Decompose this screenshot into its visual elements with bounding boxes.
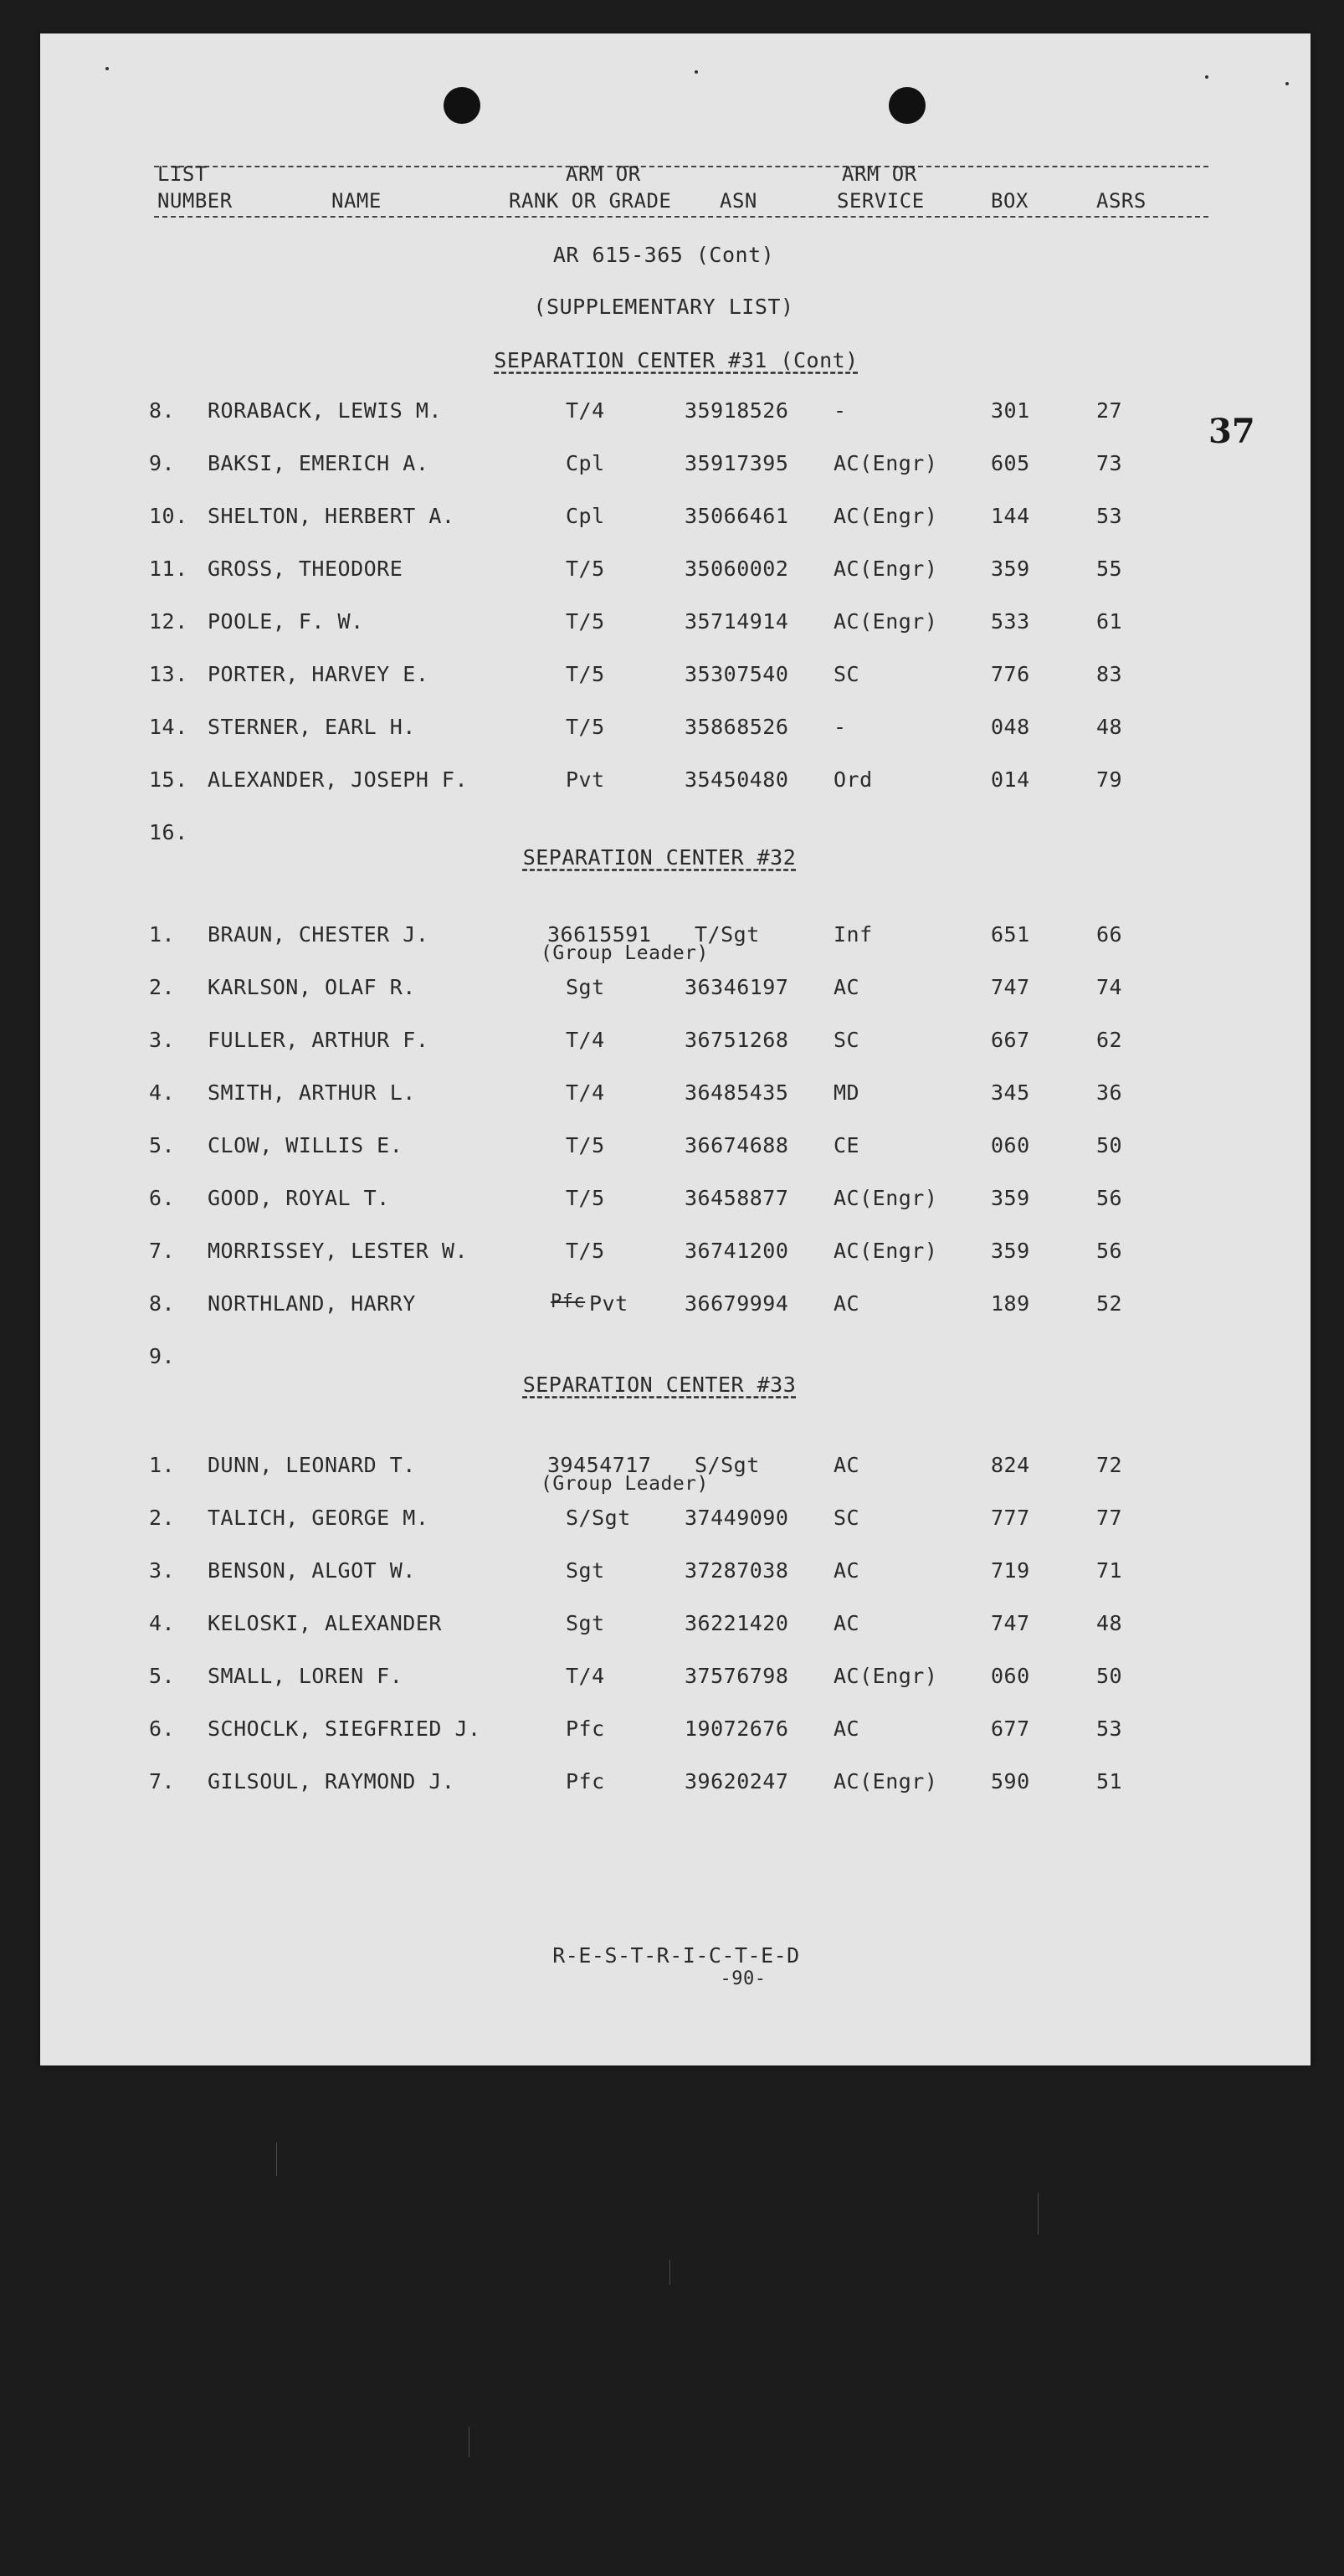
cell-asn: 35060002 — [685, 557, 789, 581]
cell-box: 667 — [991, 1028, 1030, 1052]
cell-name: KELOSKI, ALEXANDER — [208, 1611, 442, 1635]
cell-num: 10. — [149, 504, 188, 528]
cell-num: 7. — [149, 1769, 176, 1793]
cell-num: 1. — [149, 922, 176, 947]
cell-name: CLOW, WILLIS E. — [208, 1133, 403, 1157]
cell-asn: 35307540 — [685, 662, 789, 686]
cell-num: 14. — [149, 715, 188, 739]
cell-asrs: 50 — [1096, 1133, 1123, 1157]
header-box: BOX — [991, 189, 1029, 213]
cell-asrs: 52 — [1096, 1291, 1123, 1316]
cell-asrs: 62 — [1096, 1028, 1123, 1052]
cell-name: SMALL, LOREN F. — [208, 1664, 403, 1688]
cell-grade: Pfc — [566, 1769, 605, 1793]
cell-asn: 35714914 — [685, 609, 789, 634]
cell-service: AC(Engr) — [834, 609, 938, 634]
cell-asrs: 56 — [1096, 1186, 1123, 1210]
page-number-stamp: 37 — [1208, 412, 1255, 451]
cell-name: BENSON, ALGOT W. — [208, 1558, 416, 1583]
cell-asrs: 66 — [1096, 922, 1123, 947]
cell-asrs: 56 — [1096, 1239, 1123, 1263]
header-name: NAME — [331, 189, 382, 213]
cell-grade: 36615591 — [547, 922, 652, 947]
cell-num: 8. — [149, 398, 176, 423]
cell-asrs: 61 — [1096, 609, 1123, 634]
cell-name: BAKSI, EMERICH A. — [208, 451, 429, 475]
list-type-title: (SUPPLEMENTARY LIST) — [533, 295, 794, 319]
header-bottom-rule — [154, 216, 1208, 218]
cell-box: 060 — [991, 1133, 1030, 1157]
cell-asn: 35917395 — [685, 451, 789, 475]
cell-service: AC(Engr) — [834, 504, 938, 528]
cell-num: 11. — [149, 557, 188, 581]
cell-grade: Pvt — [566, 767, 605, 792]
cell-box: 605 — [991, 451, 1030, 475]
cell-asrs: 72 — [1096, 1453, 1123, 1477]
cell-box: 345 — [991, 1080, 1030, 1105]
cell-service: AC(Engr) — [834, 557, 938, 581]
cell-box: 777 — [991, 1506, 1030, 1530]
cell-service: AC — [834, 1611, 860, 1635]
cell-name: GILSOUL, RAYMOND J. — [208, 1769, 455, 1793]
cell-asrs: 83 — [1096, 662, 1123, 686]
cell-asn: 36751268 — [685, 1028, 789, 1052]
cell-box: 048 — [991, 715, 1030, 739]
cell-name: TALICH, GEORGE M. — [208, 1506, 429, 1530]
header-asrs: ASRS — [1096, 189, 1147, 213]
header-grade-1: ARM OR — [566, 162, 641, 186]
cell-box: 014 — [991, 767, 1030, 792]
cell-box: 189 — [991, 1291, 1030, 1316]
cell-box: 060 — [991, 1664, 1030, 1688]
cell-service: AC(Engr) — [834, 1664, 938, 1688]
cell-num: 3. — [149, 1558, 176, 1583]
cell-grade: T/5 — [566, 609, 605, 634]
cell-name: ALEXANDER, JOSEPH F. — [208, 767, 469, 792]
struck-grade: Pfc — [551, 1291, 586, 1312]
cell-asn: 36346197 — [685, 975, 789, 999]
document-page — [40, 33, 1311, 2065]
cell-asn: 37287038 — [685, 1558, 789, 1583]
cell-box: 747 — [991, 975, 1030, 999]
cell-asrs: 73 — [1096, 451, 1123, 475]
cell-name: POOLE, F. W. — [208, 609, 364, 634]
cell-box: 776 — [991, 662, 1030, 686]
cell-asrs: 74 — [1096, 975, 1123, 999]
section-title: SEPARATION CENTER #33 — [522, 1373, 797, 1397]
group-leader-note: (Group Leader) — [541, 942, 709, 964]
cell-name: STERNER, EARL H. — [208, 715, 416, 739]
cell-service: SC — [834, 662, 860, 686]
cell-box: 747 — [991, 1611, 1030, 1635]
cell-num: 6. — [149, 1716, 176, 1741]
cell-box: 533 — [991, 609, 1030, 634]
cell-num: 13. — [149, 662, 188, 686]
cell-box: 359 — [991, 557, 1030, 581]
cell-num: 12. — [149, 609, 188, 634]
cell-asn: T/Sgt — [695, 922, 760, 947]
cell-name: FULLER, ARTHUR F. — [208, 1028, 429, 1052]
cell-num: 6. — [149, 1186, 176, 1210]
header-list-number-1: LIST — [157, 162, 208, 186]
cell-asrs: 48 — [1096, 1611, 1123, 1635]
cell-asn: 36741200 — [685, 1239, 789, 1263]
dust-speck — [1205, 75, 1208, 79]
cell-box: 359 — [991, 1239, 1030, 1263]
cell-name: RORABACK, LEWIS M. — [208, 398, 442, 423]
cell-grade: T/4 — [566, 1080, 605, 1105]
cell-asn: 36485435 — [685, 1080, 789, 1105]
cell-service: SC — [834, 1506, 860, 1530]
page-footer-number: -90- — [720, 1968, 767, 1989]
cell-service: AC(Engr) — [834, 1769, 938, 1793]
cell-grade: Sgt — [566, 1611, 605, 1635]
cell-name: SCHOCLK, SIEGFRIED J. — [208, 1716, 481, 1741]
cell-box: 590 — [991, 1769, 1030, 1793]
cell-asn: 35868526 — [685, 715, 789, 739]
cell-asrs: 55 — [1096, 557, 1123, 581]
cell-service: AC(Engr) — [834, 1186, 938, 1210]
cell-num: 16. — [149, 820, 188, 844]
cell-service: - — [834, 715, 847, 739]
cell-box: 677 — [991, 1716, 1030, 1741]
cell-num: 5. — [149, 1664, 176, 1688]
cell-asn: 35918526 — [685, 398, 789, 423]
cell-num: 9. — [149, 1344, 176, 1368]
cell-service: AC(Engr) — [834, 451, 938, 475]
cell-grade: Sgt — [566, 1558, 605, 1583]
cell-name: SMITH, ARTHUR L. — [208, 1080, 416, 1105]
cell-service: MD — [834, 1080, 860, 1105]
cell-num: 2. — [149, 1506, 176, 1530]
cell-box: 824 — [991, 1453, 1030, 1477]
cell-service: AC — [834, 1558, 860, 1583]
cell-asrs: 48 — [1096, 715, 1123, 739]
cell-grade: Pfc — [566, 1716, 605, 1741]
film-scratch — [669, 2260, 670, 2285]
cell-service: AC — [834, 1453, 860, 1477]
cell-service: AC — [834, 1291, 860, 1316]
cell-name: PORTER, HARVEY E. — [208, 662, 429, 686]
cell-box: 144 — [991, 504, 1030, 528]
cell-name: MORRISSEY, LESTER W. — [208, 1239, 469, 1263]
cell-grade: T/5 — [566, 662, 605, 686]
cell-asn: 35450480 — [685, 767, 789, 792]
cell-service: Inf — [834, 922, 873, 947]
cell-asrs: 53 — [1096, 504, 1123, 528]
cell-asn: S/Sgt — [695, 1453, 760, 1477]
cell-num: 3. — [149, 1028, 176, 1052]
cell-num: 2. — [149, 975, 176, 999]
cell-service: AC — [834, 975, 860, 999]
header-service-1: ARM OR — [842, 162, 917, 186]
film-scratch — [1038, 2193, 1039, 2235]
cell-grade: S/Sgt — [566, 1506, 631, 1530]
cell-grade: T/5 — [566, 1239, 605, 1263]
cell-asrs: 79 — [1096, 767, 1123, 792]
regulation-title: AR 615-365 (Cont) — [552, 243, 775, 267]
cell-grade: 39454717 — [547, 1453, 652, 1477]
restricted-marking: R-E-S-T-R-I-C-T-E-D — [552, 1943, 800, 1968]
dust-speck — [1285, 82, 1289, 85]
cell-grade: T/4 — [566, 1664, 605, 1688]
cell-asn: 36674688 — [685, 1133, 789, 1157]
cell-num: 1. — [149, 1453, 176, 1477]
cell-asrs: 53 — [1096, 1716, 1123, 1741]
section-title: SEPARATION CENTER #31 (Cont) — [494, 348, 859, 372]
cell-service: AC — [834, 1716, 860, 1741]
cell-asrs: 27 — [1096, 398, 1123, 423]
cell-grade: Cpl — [566, 451, 605, 475]
dust-speck — [695, 70, 698, 74]
header-asn: ASN — [720, 189, 757, 213]
film-scratch — [276, 2142, 277, 2176]
cell-grade: T/5 — [566, 715, 605, 739]
cell-asrs: 77 — [1096, 1506, 1123, 1530]
header-list-number-2: NUMBER — [157, 189, 233, 213]
cell-asn: 19072676 — [685, 1716, 789, 1741]
cell-grade: T/4 — [566, 398, 605, 423]
cell-asrs: 36 — [1096, 1080, 1123, 1105]
cell-service: SC — [834, 1028, 860, 1052]
cell-name: GROSS, THEODORE — [208, 557, 403, 581]
cell-service: Ord — [834, 767, 873, 792]
cell-name: DUNN, LEONARD T. — [208, 1453, 416, 1477]
cell-asrs: 50 — [1096, 1664, 1123, 1688]
cell-name: BRAUN, CHESTER J. — [208, 922, 429, 947]
section-title: SEPARATION CENTER #32 — [522, 845, 797, 870]
cell-name: NORTHLAND, HARRY — [208, 1291, 416, 1316]
cell-grade: Pvt — [589, 1291, 628, 1316]
cell-name: GOOD, ROYAL T. — [208, 1186, 390, 1210]
cell-grade: Cpl — [566, 504, 605, 528]
cell-num: 7. — [149, 1239, 176, 1263]
cell-box: 651 — [991, 922, 1030, 947]
dust-speck — [105, 67, 109, 70]
cell-service: AC(Engr) — [834, 1239, 938, 1263]
group-leader-note: (Group Leader) — [541, 1473, 709, 1495]
cell-grade: T/5 — [566, 1186, 605, 1210]
cell-name: SHELTON, HERBERT A. — [208, 504, 455, 528]
cell-box: 301 — [991, 398, 1030, 423]
cell-name: KARLSON, OLAF R. — [208, 975, 416, 999]
cell-num: 9. — [149, 451, 176, 475]
cell-num: 15. — [149, 767, 188, 792]
cell-num: 5. — [149, 1133, 176, 1157]
cell-grade: Sgt — [566, 975, 605, 999]
cell-box: 719 — [991, 1558, 1030, 1583]
cell-num: 8. — [149, 1291, 176, 1316]
cell-asn: 35066461 — [685, 504, 789, 528]
cell-asn: 36679994 — [685, 1291, 789, 1316]
cell-grade: T/5 — [566, 557, 605, 581]
cell-asn: 37449090 — [685, 1506, 789, 1530]
header-top-rule — [154, 166, 1208, 167]
cell-asn: 37576798 — [685, 1664, 789, 1688]
cell-asrs: 51 — [1096, 1769, 1123, 1793]
cell-service: CE — [834, 1133, 860, 1157]
cell-num: 4. — [149, 1080, 176, 1105]
cell-asn: 36458877 — [685, 1186, 789, 1210]
header-service-2: SERVICE — [837, 189, 925, 213]
cell-box: 359 — [991, 1186, 1030, 1210]
cell-service: - — [834, 398, 847, 423]
cell-asn: 39620247 — [685, 1769, 789, 1793]
cell-asn: 36221420 — [685, 1611, 789, 1635]
cell-grade: T/5 — [566, 1133, 605, 1157]
header-grade-2: RANK OR GRADE — [509, 189, 672, 213]
cell-num: 4. — [149, 1611, 176, 1635]
punch-hole-left — [444, 87, 480, 124]
cell-grade: T/4 — [566, 1028, 605, 1052]
punch-hole-right — [889, 87, 926, 124]
cell-asrs: 71 — [1096, 1558, 1123, 1583]
